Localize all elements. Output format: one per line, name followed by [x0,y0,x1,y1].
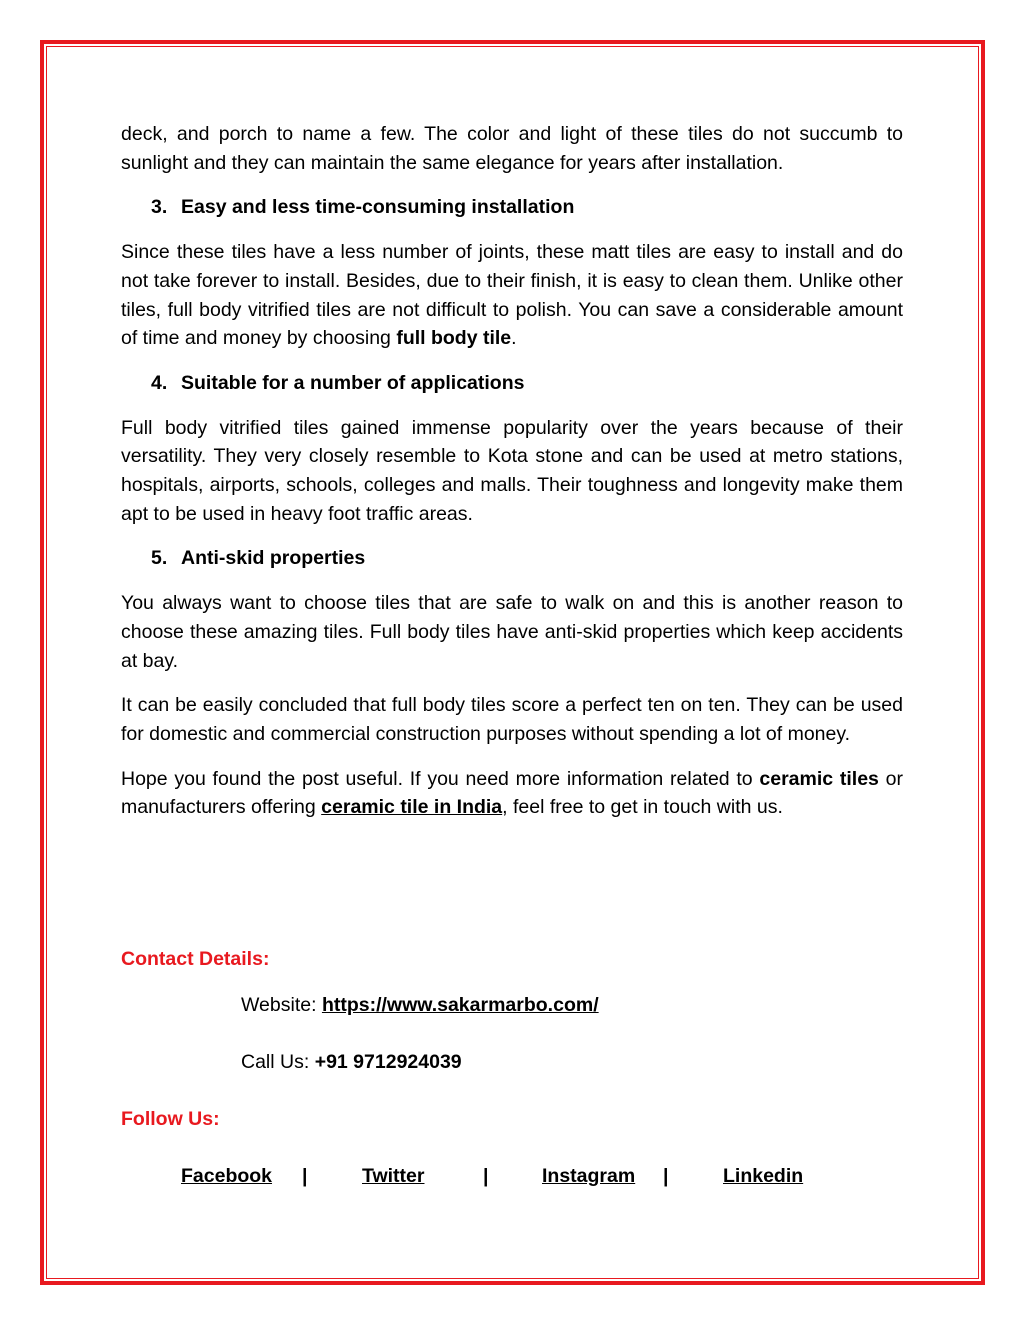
social-link-wrap-linkedin [723,1162,803,1190]
paragraph-intro-continued [121,120,903,177]
heading-text: Anti-skid properties [181,547,366,570]
paragraph-text: Hope you found the post useful. If you need more information related to [121,767,760,790]
call-label: Call Us: [241,1051,315,1073]
twitter-link[interactable]: Twitter [362,1165,425,1187]
paragraph-applications [121,414,903,529]
paragraph-installation [121,238,903,353]
paragraph-end: . [511,327,517,350]
heading-applications [121,369,903,398]
paragraph-closing [121,765,903,822]
heading-text: Suitable for a number of applications [181,371,525,394]
follow-us-heading: Follow Us: [121,1108,220,1130]
social-link-wrap-instagram [542,1162,635,1190]
ceramic-tile-india-link[interactable]: ceramic tile in India [321,796,503,819]
article-body [121,120,903,838]
social-link-wrap-twitter [362,1162,424,1190]
bold-full-body-tile: full body tile [396,327,512,350]
paragraph-conclusion [121,691,903,748]
heading-text: Easy and less time-consuming installation [181,196,575,219]
heading-number: 4. [151,371,168,394]
paragraph-text: deck, and porch to name a few. The color and light of these tiles do not succumb to sunlight and they can maintain the same elegance for years after installation. [121,123,903,174]
instagram-link[interactable]: Instagram [542,1165,636,1187]
paragraph-end: , feel free to get in touch with us. [502,796,783,819]
website-link[interactable]: https://www.sakarmarbo.com/ [321,994,599,1016]
website-label: Website: [241,994,322,1016]
separator: | [483,1165,489,1187]
heading-number: 3. [151,196,168,219]
contact-details-heading: Contact Details: [121,948,270,970]
social-link-wrap-facebook [181,1162,272,1190]
paragraph-text: It can be easily concluded that full body tiles score a perfect ten on ten. They can be used for domestic and commercial construction purposes without spending a lot of money. [121,694,903,745]
linkedin-link[interactable]: Linkedin [723,1165,804,1187]
paragraph-text: You always want to choose tiles that are safe to walk on and this is another reason to choose these amazing tiles. Full body tiles have anti-skid properties which keep accidents at bay. [121,592,903,672]
phone-number: +91 9712924039 [314,1051,462,1073]
heading-number: 5. [151,547,168,570]
paragraph-text: Since these tiles have a less number of joints, these matt tiles are easy to install and do not take forever to install. Besides, due to their finish, it is easy to clean them. Unlike other tiles, full body vitrified tiles are not difficult to polish. You can save a considerable amount of time and money by choosing [121,241,903,350]
facebook-link[interactable]: Facebook [181,1165,273,1187]
separator: | [302,1165,308,1187]
call-line [241,1048,462,1076]
separator: | [663,1165,669,1187]
bold-ceramic-tiles: ceramic tiles [759,767,879,790]
paragraph-text: Full body vitrified tiles gained immense popularity over the years because of their versatility. They very closely resemble to Kota stone and can be used at metro stations, hospitals, airports, schools, colleges and malls. Their toughness and longevity make them apt to be used in heavy foot traffic areas. [121,416,903,525]
paragraph-text-mid: or manufacturers offering [121,767,903,819]
website-line [241,991,599,1019]
heading-easy-installation [121,193,903,222]
heading-anti-skid [121,544,903,573]
paragraph-anti-skid [121,589,903,675]
